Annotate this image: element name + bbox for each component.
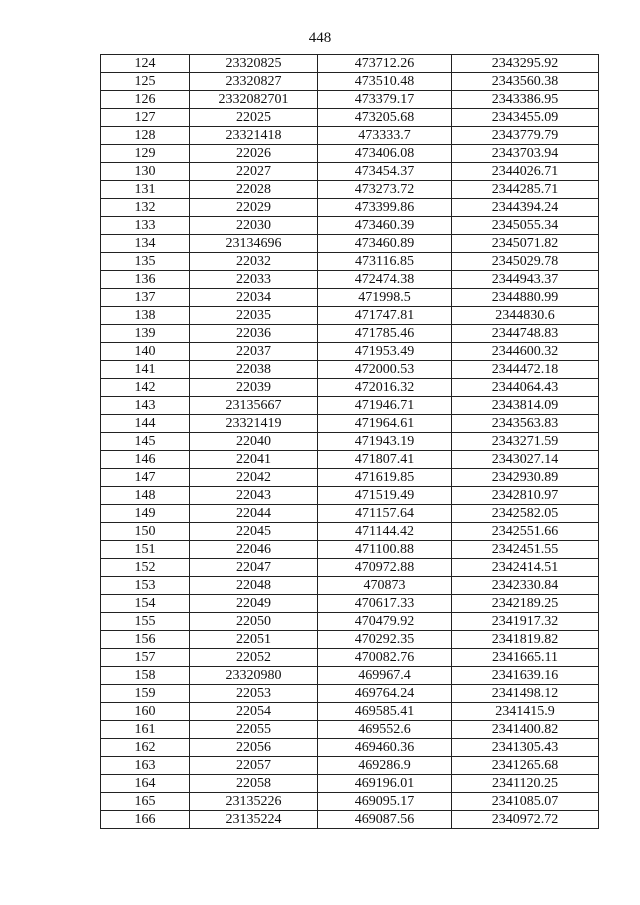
y-coordinate-cell: 2341917.32 [452, 613, 599, 631]
table-row [101, 325, 599, 343]
point-id-cell: 22030 [190, 217, 318, 235]
table-row [101, 73, 599, 91]
x-coordinate-cell: 473205.68 [318, 109, 452, 127]
point-number-cell: 126 [101, 91, 190, 109]
y-coordinate-cell: 2344748.83 [452, 325, 599, 343]
point-number-cell: 135 [101, 253, 190, 271]
x-coordinate-cell: 471157.64 [318, 505, 452, 523]
table-row [101, 109, 599, 127]
x-coordinate-cell: 471998.5 [318, 289, 452, 307]
x-coordinate-cell: 471144.42 [318, 523, 452, 541]
point-id-cell: 23135667 [190, 397, 318, 415]
table-row [101, 775, 599, 793]
table-row [101, 793, 599, 811]
point-number-cell: 154 [101, 595, 190, 613]
y-coordinate-cell: 2344830.6 [452, 307, 599, 325]
x-coordinate-cell: 471953.49 [318, 343, 452, 361]
point-number-cell: 153 [101, 577, 190, 595]
table-row [101, 253, 599, 271]
y-coordinate-cell: 2343779.79 [452, 127, 599, 145]
table-row [101, 379, 599, 397]
y-coordinate-cell: 2341415.9 [452, 703, 599, 721]
point-number-cell: 141 [101, 361, 190, 379]
point-id-cell: 22048 [190, 577, 318, 595]
x-coordinate-cell: 473712.26 [318, 55, 452, 73]
point-id-cell: 23135226 [190, 793, 318, 811]
y-coordinate-cell: 2341265.68 [452, 757, 599, 775]
x-coordinate-cell: 471519.49 [318, 487, 452, 505]
x-coordinate-cell: 471619.85 [318, 469, 452, 487]
y-coordinate-cell: 2343295.92 [452, 55, 599, 73]
x-coordinate-cell: 471785.46 [318, 325, 452, 343]
point-number-cell: 144 [101, 415, 190, 433]
point-number-cell: 151 [101, 541, 190, 559]
table-row [101, 595, 599, 613]
point-id-cell: 22049 [190, 595, 318, 613]
table-row [101, 541, 599, 559]
point-id-cell: 23320827 [190, 73, 318, 91]
y-coordinate-cell: 2345055.34 [452, 217, 599, 235]
x-coordinate-cell: 469460.36 [318, 739, 452, 757]
x-coordinate-cell: 473273.72 [318, 181, 452, 199]
y-coordinate-cell: 2342930.89 [452, 469, 599, 487]
point-id-cell: 22043 [190, 487, 318, 505]
x-coordinate-cell: 473379.17 [318, 91, 452, 109]
point-id-cell: 22054 [190, 703, 318, 721]
table-row [101, 721, 599, 739]
point-id-cell: 23135224 [190, 811, 318, 829]
point-id-cell: 22038 [190, 361, 318, 379]
y-coordinate-cell: 2344600.32 [452, 343, 599, 361]
table-row [101, 703, 599, 721]
x-coordinate-cell: 469095.17 [318, 793, 452, 811]
table-row [101, 559, 599, 577]
point-id-cell: 22027 [190, 163, 318, 181]
x-coordinate-cell: 469585.41 [318, 703, 452, 721]
x-coordinate-cell: 469967.4 [318, 667, 452, 685]
table-row [101, 667, 599, 685]
table-row [101, 145, 599, 163]
y-coordinate-cell: 2341305.43 [452, 739, 599, 757]
table-body [101, 55, 599, 829]
point-number-cell: 150 [101, 523, 190, 541]
point-number-cell: 162 [101, 739, 190, 757]
point-id-cell: 22028 [190, 181, 318, 199]
point-id-cell: 22025 [190, 109, 318, 127]
point-id-cell: 22042 [190, 469, 318, 487]
table-row [101, 361, 599, 379]
page-number: 448 [308, 30, 332, 46]
y-coordinate-cell: 2342451.55 [452, 541, 599, 559]
table-row [101, 451, 599, 469]
point-number-cell: 152 [101, 559, 190, 577]
y-coordinate-cell: 2341120.25 [452, 775, 599, 793]
table-row [101, 469, 599, 487]
table-row [101, 163, 599, 181]
y-coordinate-cell: 2341085.07 [452, 793, 599, 811]
table-row [101, 649, 599, 667]
y-coordinate-cell: 2343271.59 [452, 433, 599, 451]
point-number-cell: 131 [101, 181, 190, 199]
point-number-cell: 127 [101, 109, 190, 127]
table-row [101, 433, 599, 451]
point-id-cell: 23321418 [190, 127, 318, 145]
x-coordinate-cell: 470479.92 [318, 613, 452, 631]
y-coordinate-cell: 2344472.18 [452, 361, 599, 379]
x-coordinate-cell: 470617.33 [318, 595, 452, 613]
table-row [101, 181, 599, 199]
point-number-cell: 143 [101, 397, 190, 415]
point-number-cell: 163 [101, 757, 190, 775]
x-coordinate-cell: 471100.88 [318, 541, 452, 559]
x-coordinate-cell: 471943.19 [318, 433, 452, 451]
point-id-cell: 23134696 [190, 235, 318, 253]
table-row [101, 685, 599, 703]
y-coordinate-cell: 2342810.97 [452, 487, 599, 505]
y-coordinate-cell: 2344285.71 [452, 181, 599, 199]
point-id-cell: 22029 [190, 199, 318, 217]
point-number-cell: 159 [101, 685, 190, 703]
x-coordinate-cell: 470082.76 [318, 649, 452, 667]
table-row [101, 757, 599, 775]
point-id-cell: 22051 [190, 631, 318, 649]
point-id-cell: 22037 [190, 343, 318, 361]
point-id-cell: 22058 [190, 775, 318, 793]
point-number-cell: 133 [101, 217, 190, 235]
point-id-cell: 22036 [190, 325, 318, 343]
x-coordinate-cell: 472474.38 [318, 271, 452, 289]
table-row [101, 91, 599, 109]
point-id-cell: 22034 [190, 289, 318, 307]
x-coordinate-cell: 473116.85 [318, 253, 452, 271]
x-coordinate-cell: 472000.53 [318, 361, 452, 379]
point-number-cell: 160 [101, 703, 190, 721]
point-number-cell: 145 [101, 433, 190, 451]
point-id-cell: 23320980 [190, 667, 318, 685]
point-number-cell: 137 [101, 289, 190, 307]
y-coordinate-cell: 2342582.05 [452, 505, 599, 523]
y-coordinate-cell: 2343703.94 [452, 145, 599, 163]
y-coordinate-cell: 2344026.71 [452, 163, 599, 181]
table-row [101, 505, 599, 523]
point-number-cell: 149 [101, 505, 190, 523]
point-number-cell: 139 [101, 325, 190, 343]
y-coordinate-cell: 2344064.43 [452, 379, 599, 397]
point-number-cell: 124 [101, 55, 190, 73]
point-id-cell: 22053 [190, 685, 318, 703]
point-number-cell: 148 [101, 487, 190, 505]
point-number-cell: 157 [101, 649, 190, 667]
point-id-cell: 23320825 [190, 55, 318, 73]
point-number-cell: 156 [101, 631, 190, 649]
y-coordinate-cell: 2345029.78 [452, 253, 599, 271]
x-coordinate-cell: 473460.89 [318, 235, 452, 253]
x-coordinate-cell: 471747.81 [318, 307, 452, 325]
x-coordinate-cell: 469087.56 [318, 811, 452, 829]
point-number-cell: 158 [101, 667, 190, 685]
y-coordinate-cell: 2342189.25 [452, 595, 599, 613]
x-coordinate-cell: 469196.01 [318, 775, 452, 793]
point-id-cell: 22040 [190, 433, 318, 451]
point-number-cell: 130 [101, 163, 190, 181]
x-coordinate-cell: 471964.61 [318, 415, 452, 433]
point-id-cell: 2332082701 [190, 91, 318, 109]
x-coordinate-cell: 471946.71 [318, 397, 452, 415]
x-coordinate-cell: 469552.6 [318, 721, 452, 739]
table-row [101, 613, 599, 631]
y-coordinate-cell: 2342551.66 [452, 523, 599, 541]
point-id-cell: 22057 [190, 757, 318, 775]
table-row [101, 343, 599, 361]
y-coordinate-cell: 2341819.82 [452, 631, 599, 649]
point-number-cell: 164 [101, 775, 190, 793]
table-row [101, 307, 599, 325]
y-coordinate-cell: 2342414.51 [452, 559, 599, 577]
y-coordinate-cell: 2343027.14 [452, 451, 599, 469]
y-coordinate-cell: 2342330.84 [452, 577, 599, 595]
y-coordinate-cell: 2343386.95 [452, 91, 599, 109]
point-number-cell: 128 [101, 127, 190, 145]
y-coordinate-cell: 2341639.16 [452, 667, 599, 685]
table-row [101, 811, 599, 829]
y-coordinate-cell: 2344394.24 [452, 199, 599, 217]
x-coordinate-cell: 470292.35 [318, 631, 452, 649]
table-row [101, 415, 599, 433]
x-coordinate-cell: 469286.9 [318, 757, 452, 775]
table-row [101, 271, 599, 289]
x-coordinate-cell: 473333.7 [318, 127, 452, 145]
point-number-cell: 134 [101, 235, 190, 253]
y-coordinate-cell: 2341665.11 [452, 649, 599, 667]
y-coordinate-cell: 2344943.37 [452, 271, 599, 289]
table-row [101, 523, 599, 541]
y-coordinate-cell: 2343560.38 [452, 73, 599, 91]
table-row [101, 631, 599, 649]
y-coordinate-cell: 2344880.99 [452, 289, 599, 307]
x-coordinate-cell: 473510.48 [318, 73, 452, 91]
point-number-cell: 147 [101, 469, 190, 487]
y-coordinate-cell: 2343814.09 [452, 397, 599, 415]
point-number-cell: 146 [101, 451, 190, 469]
point-id-cell: 23321419 [190, 415, 318, 433]
point-number-cell: 166 [101, 811, 190, 829]
table-row [101, 199, 599, 217]
point-id-cell: 22055 [190, 721, 318, 739]
point-id-cell: 22032 [190, 253, 318, 271]
y-coordinate-cell: 2343455.09 [452, 109, 599, 127]
point-number-cell: 132 [101, 199, 190, 217]
point-id-cell: 22035 [190, 307, 318, 325]
point-id-cell: 22047 [190, 559, 318, 577]
point-number-cell: 142 [101, 379, 190, 397]
point-number-cell: 129 [101, 145, 190, 163]
coordinates-table [100, 54, 599, 829]
table-row [101, 127, 599, 145]
point-id-cell: 22046 [190, 541, 318, 559]
x-coordinate-cell: 473406.08 [318, 145, 452, 163]
x-coordinate-cell: 471807.41 [318, 451, 452, 469]
x-coordinate-cell: 473399.86 [318, 199, 452, 217]
point-number-cell: 161 [101, 721, 190, 739]
y-coordinate-cell: 2345071.82 [452, 235, 599, 253]
point-id-cell: 22050 [190, 613, 318, 631]
table-row [101, 289, 599, 307]
point-id-cell: 22026 [190, 145, 318, 163]
x-coordinate-cell: 473460.39 [318, 217, 452, 235]
point-id-cell: 22033 [190, 271, 318, 289]
y-coordinate-cell: 2343563.83 [452, 415, 599, 433]
point-id-cell: 22056 [190, 739, 318, 757]
table-row [101, 577, 599, 595]
point-number-cell: 138 [101, 307, 190, 325]
point-number-cell: 165 [101, 793, 190, 811]
point-id-cell: 22045 [190, 523, 318, 541]
point-id-cell: 22044 [190, 505, 318, 523]
x-coordinate-cell: 472016.32 [318, 379, 452, 397]
y-coordinate-cell: 2341498.12 [452, 685, 599, 703]
table-row [101, 487, 599, 505]
table-row [101, 55, 599, 73]
x-coordinate-cell: 469764.24 [318, 685, 452, 703]
y-coordinate-cell: 2340972.72 [452, 811, 599, 829]
table-row [101, 217, 599, 235]
x-coordinate-cell: 473454.37 [318, 163, 452, 181]
x-coordinate-cell: 470873 [318, 577, 452, 595]
point-id-cell: 22052 [190, 649, 318, 667]
point-id-cell: 22041 [190, 451, 318, 469]
point-number-cell: 125 [101, 73, 190, 91]
point-id-cell: 22039 [190, 379, 318, 397]
table-row [101, 397, 599, 415]
table-row [101, 739, 599, 757]
point-number-cell: 140 [101, 343, 190, 361]
point-number-cell: 155 [101, 613, 190, 631]
table-row [101, 235, 599, 253]
y-coordinate-cell: 2341400.82 [452, 721, 599, 739]
point-number-cell: 136 [101, 271, 190, 289]
x-coordinate-cell: 470972.88 [318, 559, 452, 577]
